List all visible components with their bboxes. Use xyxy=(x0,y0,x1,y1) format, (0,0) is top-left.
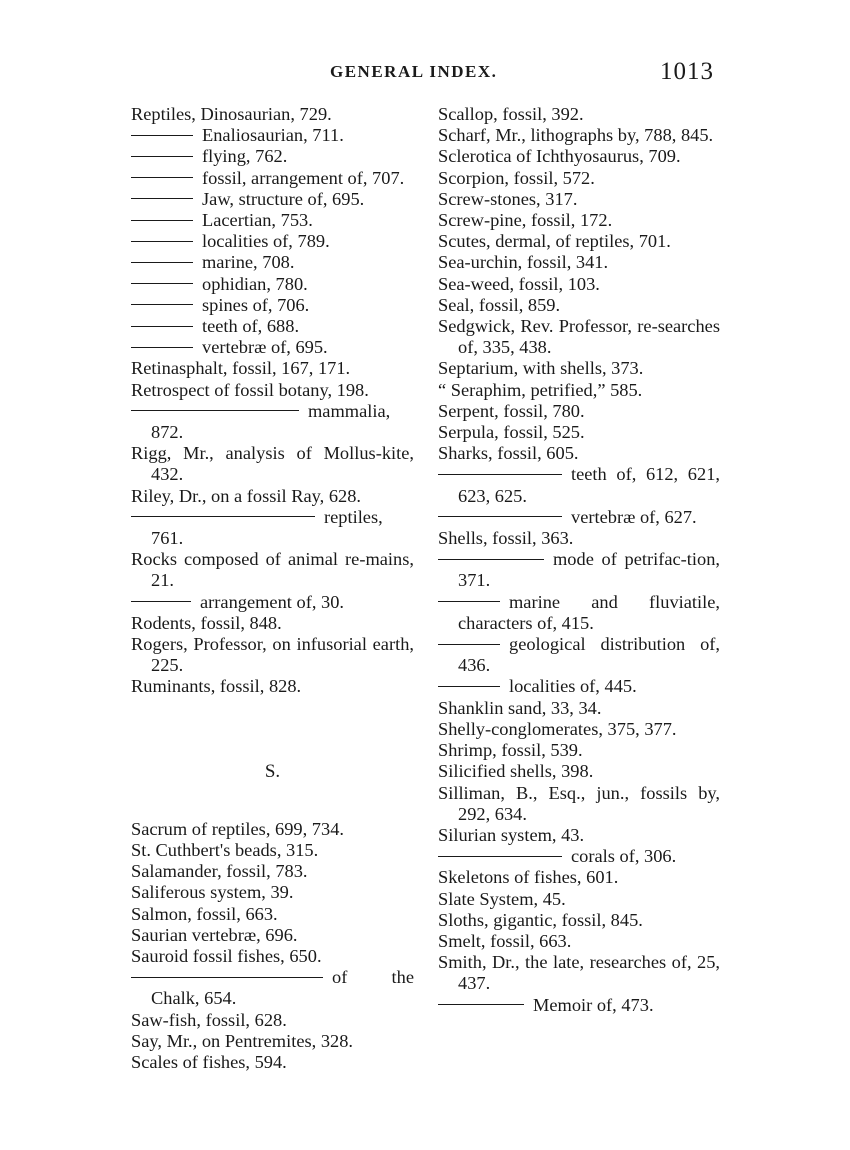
index-entry: Sloths, gigantic, fossil, 845. xyxy=(438,909,643,930)
index-entry: Sharks, fossil, 605. xyxy=(438,443,579,464)
index-entry: Slate System, 45. xyxy=(438,888,566,909)
index-entry: of the Chalk, 654. xyxy=(131,967,414,1009)
index-entry: Screw-stones, 317. xyxy=(438,188,578,209)
ditto-rule xyxy=(131,977,323,978)
index-entry: fossil, arrangement of, 707. xyxy=(131,168,414,189)
index-entry: Rodents, fossil, 848. xyxy=(131,612,282,633)
ditto-rule xyxy=(131,262,193,263)
index-entry: Salmon, fossil, 663. xyxy=(131,903,278,924)
ditto-rule xyxy=(131,156,193,157)
index-entry: Shells, fossil, 363. xyxy=(438,528,574,549)
index-entry: Rigg, Mr., analysis of Mollus-kite, 432. xyxy=(131,443,414,485)
ditto-rule xyxy=(438,1004,524,1005)
ditto-rule xyxy=(131,347,193,348)
index-entry: vertebræ of, 695. xyxy=(131,337,414,358)
ditto-rule xyxy=(438,474,562,475)
index-entry: Serpula, fossil, 525. xyxy=(438,422,585,443)
ditto-rule xyxy=(438,644,500,645)
index-entry: Reptiles, Dinosaurian, 729. xyxy=(131,104,332,124)
ditto-rule xyxy=(131,516,315,517)
index-entry: Say, Mr., on Pentremites, 328. xyxy=(131,1030,354,1051)
index-entry: Smith, Dr., the late, researches of, 25, 437. xyxy=(438,952,720,994)
index-entry: “ Seraphim, petrified,” 585. xyxy=(438,379,643,400)
index-entry: reptiles, 761. xyxy=(131,507,414,549)
ditto-rule xyxy=(131,283,193,284)
ditto-rule xyxy=(438,856,562,857)
ditto-rule xyxy=(131,220,193,221)
ditto-rule xyxy=(438,686,500,687)
ditto-rule xyxy=(131,601,191,602)
ditto-rule xyxy=(131,241,193,242)
index-entry: spines of, 706. xyxy=(131,295,414,316)
index-entry: Seal, fossil, 859. xyxy=(438,294,561,315)
index-entry: Silliman, B., Esq., jun., fossils by, 292, 634. xyxy=(438,782,720,824)
index-entry: Saw-fish, fossil, 628. xyxy=(131,1009,287,1030)
page-number: 1013 xyxy=(660,58,714,85)
index-entry: Screw-pine, fossil, 172. xyxy=(438,210,613,231)
ditto-rule xyxy=(131,326,193,327)
ditto-rule xyxy=(131,177,193,178)
ditto-rule xyxy=(131,135,193,136)
index-entry: Sea-urchin, fossil, 341. xyxy=(438,252,609,273)
index-entry: Sacrum of reptiles, 699, 734. xyxy=(131,818,344,839)
index-entry: arrangement of, 30. xyxy=(131,592,414,613)
index-entry: ophidian, 780. xyxy=(131,274,414,295)
index-entry: Sedgwick, Rev. Professor, re-searches of, 335, 438. xyxy=(438,316,720,358)
ditto-rule xyxy=(438,559,544,560)
index-entry: Smelt, fossil, 663. xyxy=(438,930,572,951)
index-entry: vertebræ of, 627. xyxy=(438,507,720,528)
index-entry: Retrospect of fossil botany, 198. xyxy=(131,379,369,400)
index-entry: geological distribution of, 436. xyxy=(438,634,720,676)
index-entry: localities of, 789. xyxy=(131,231,414,252)
index-entry: Memoir of, 473. xyxy=(438,995,720,1016)
ditto-rule xyxy=(131,198,193,199)
index-entry: Sauroid fossil fishes, 650. xyxy=(131,945,322,966)
index-entry: Rogers, Professor, on infusorial earth, 225. xyxy=(131,634,414,676)
index-entry: Retinasphalt, fossil, 167, 171. xyxy=(131,358,351,379)
ditto-rule xyxy=(131,304,193,305)
section-spacer xyxy=(131,698,414,761)
index-entry: Scorpion, fossil, 572. xyxy=(438,167,595,188)
index-entry: Sea-weed, fossil, 103. xyxy=(438,273,600,294)
index-entry: Serpent, fossil, 780. xyxy=(438,400,585,421)
index-entry: Shrimp, fossil, 539. xyxy=(438,740,583,761)
right-index-column xyxy=(438,104,720,1016)
index-entry: Salamander, fossil, 783. xyxy=(131,861,308,882)
index-entry: Skeletons of fishes, 601. xyxy=(438,867,619,888)
index-entry: Shelly-conglomerates, 375, 377. xyxy=(438,718,677,739)
index-entry: marine and fluviatile, characters of, 415. xyxy=(438,592,720,634)
index-entry: Rocks composed of animal re-mains, 21. xyxy=(131,549,414,591)
ditto-rule xyxy=(131,410,299,411)
index-entry: Enaliosaurian, 711. xyxy=(131,125,414,146)
index-entry: localities of, 445. xyxy=(438,676,720,697)
index-entry: Scharf, Mr., lithographs by, 788, 845. xyxy=(438,125,714,146)
index-entry: Scales of fishes, 594. xyxy=(131,1051,287,1072)
index-entry: Saurian vertebræ, 696. xyxy=(131,924,298,945)
index-entry: Ruminants, fossil, 828. xyxy=(131,676,302,697)
index-entry: teeth of, 688. xyxy=(131,316,414,337)
index-entry: Sclerotica of Ichthyosaurus, 709. xyxy=(438,146,681,167)
index-entry: Scutes, dermal, of reptiles, 701. xyxy=(438,231,671,252)
index-entry: Shanklin sand, 33, 34. xyxy=(438,697,602,718)
ditto-rule xyxy=(438,601,500,602)
index-entry: corals of, 306. xyxy=(438,846,720,867)
index-entry: Scallop, fossil, 392. xyxy=(438,104,584,124)
running-header-title: GENERAL INDEX. xyxy=(330,62,498,81)
index-entry: marine, 708. xyxy=(131,252,414,273)
index-entry: Jaw, structure of, 695. xyxy=(131,189,414,210)
index-entry: St. Cuthbert's beads, 315. xyxy=(131,839,319,860)
index-entry: flying, 762. xyxy=(131,146,414,167)
index-entry: Silicified shells, 398. xyxy=(438,761,594,782)
index-entry: Silurian system, 43. xyxy=(438,824,585,845)
section-letter-heading: S. xyxy=(264,760,281,782)
index-entry: Septarium, with shells, 373. xyxy=(438,358,644,379)
left-index-column xyxy=(131,104,414,1073)
index-entry: teeth of, 612, 621, 623, 625. xyxy=(438,464,720,506)
ditto-rule xyxy=(438,516,562,517)
index-entry: Lacertian, 753. xyxy=(131,210,414,231)
index-entry: Riley, Dr., on a fossil Ray, 628. xyxy=(131,485,362,506)
index-entry: Saliferous system, 39. xyxy=(131,882,294,903)
index-entry: mode of petrifac-tion, 371. xyxy=(438,549,720,591)
index-entry: mammalia, 872. xyxy=(131,401,414,443)
